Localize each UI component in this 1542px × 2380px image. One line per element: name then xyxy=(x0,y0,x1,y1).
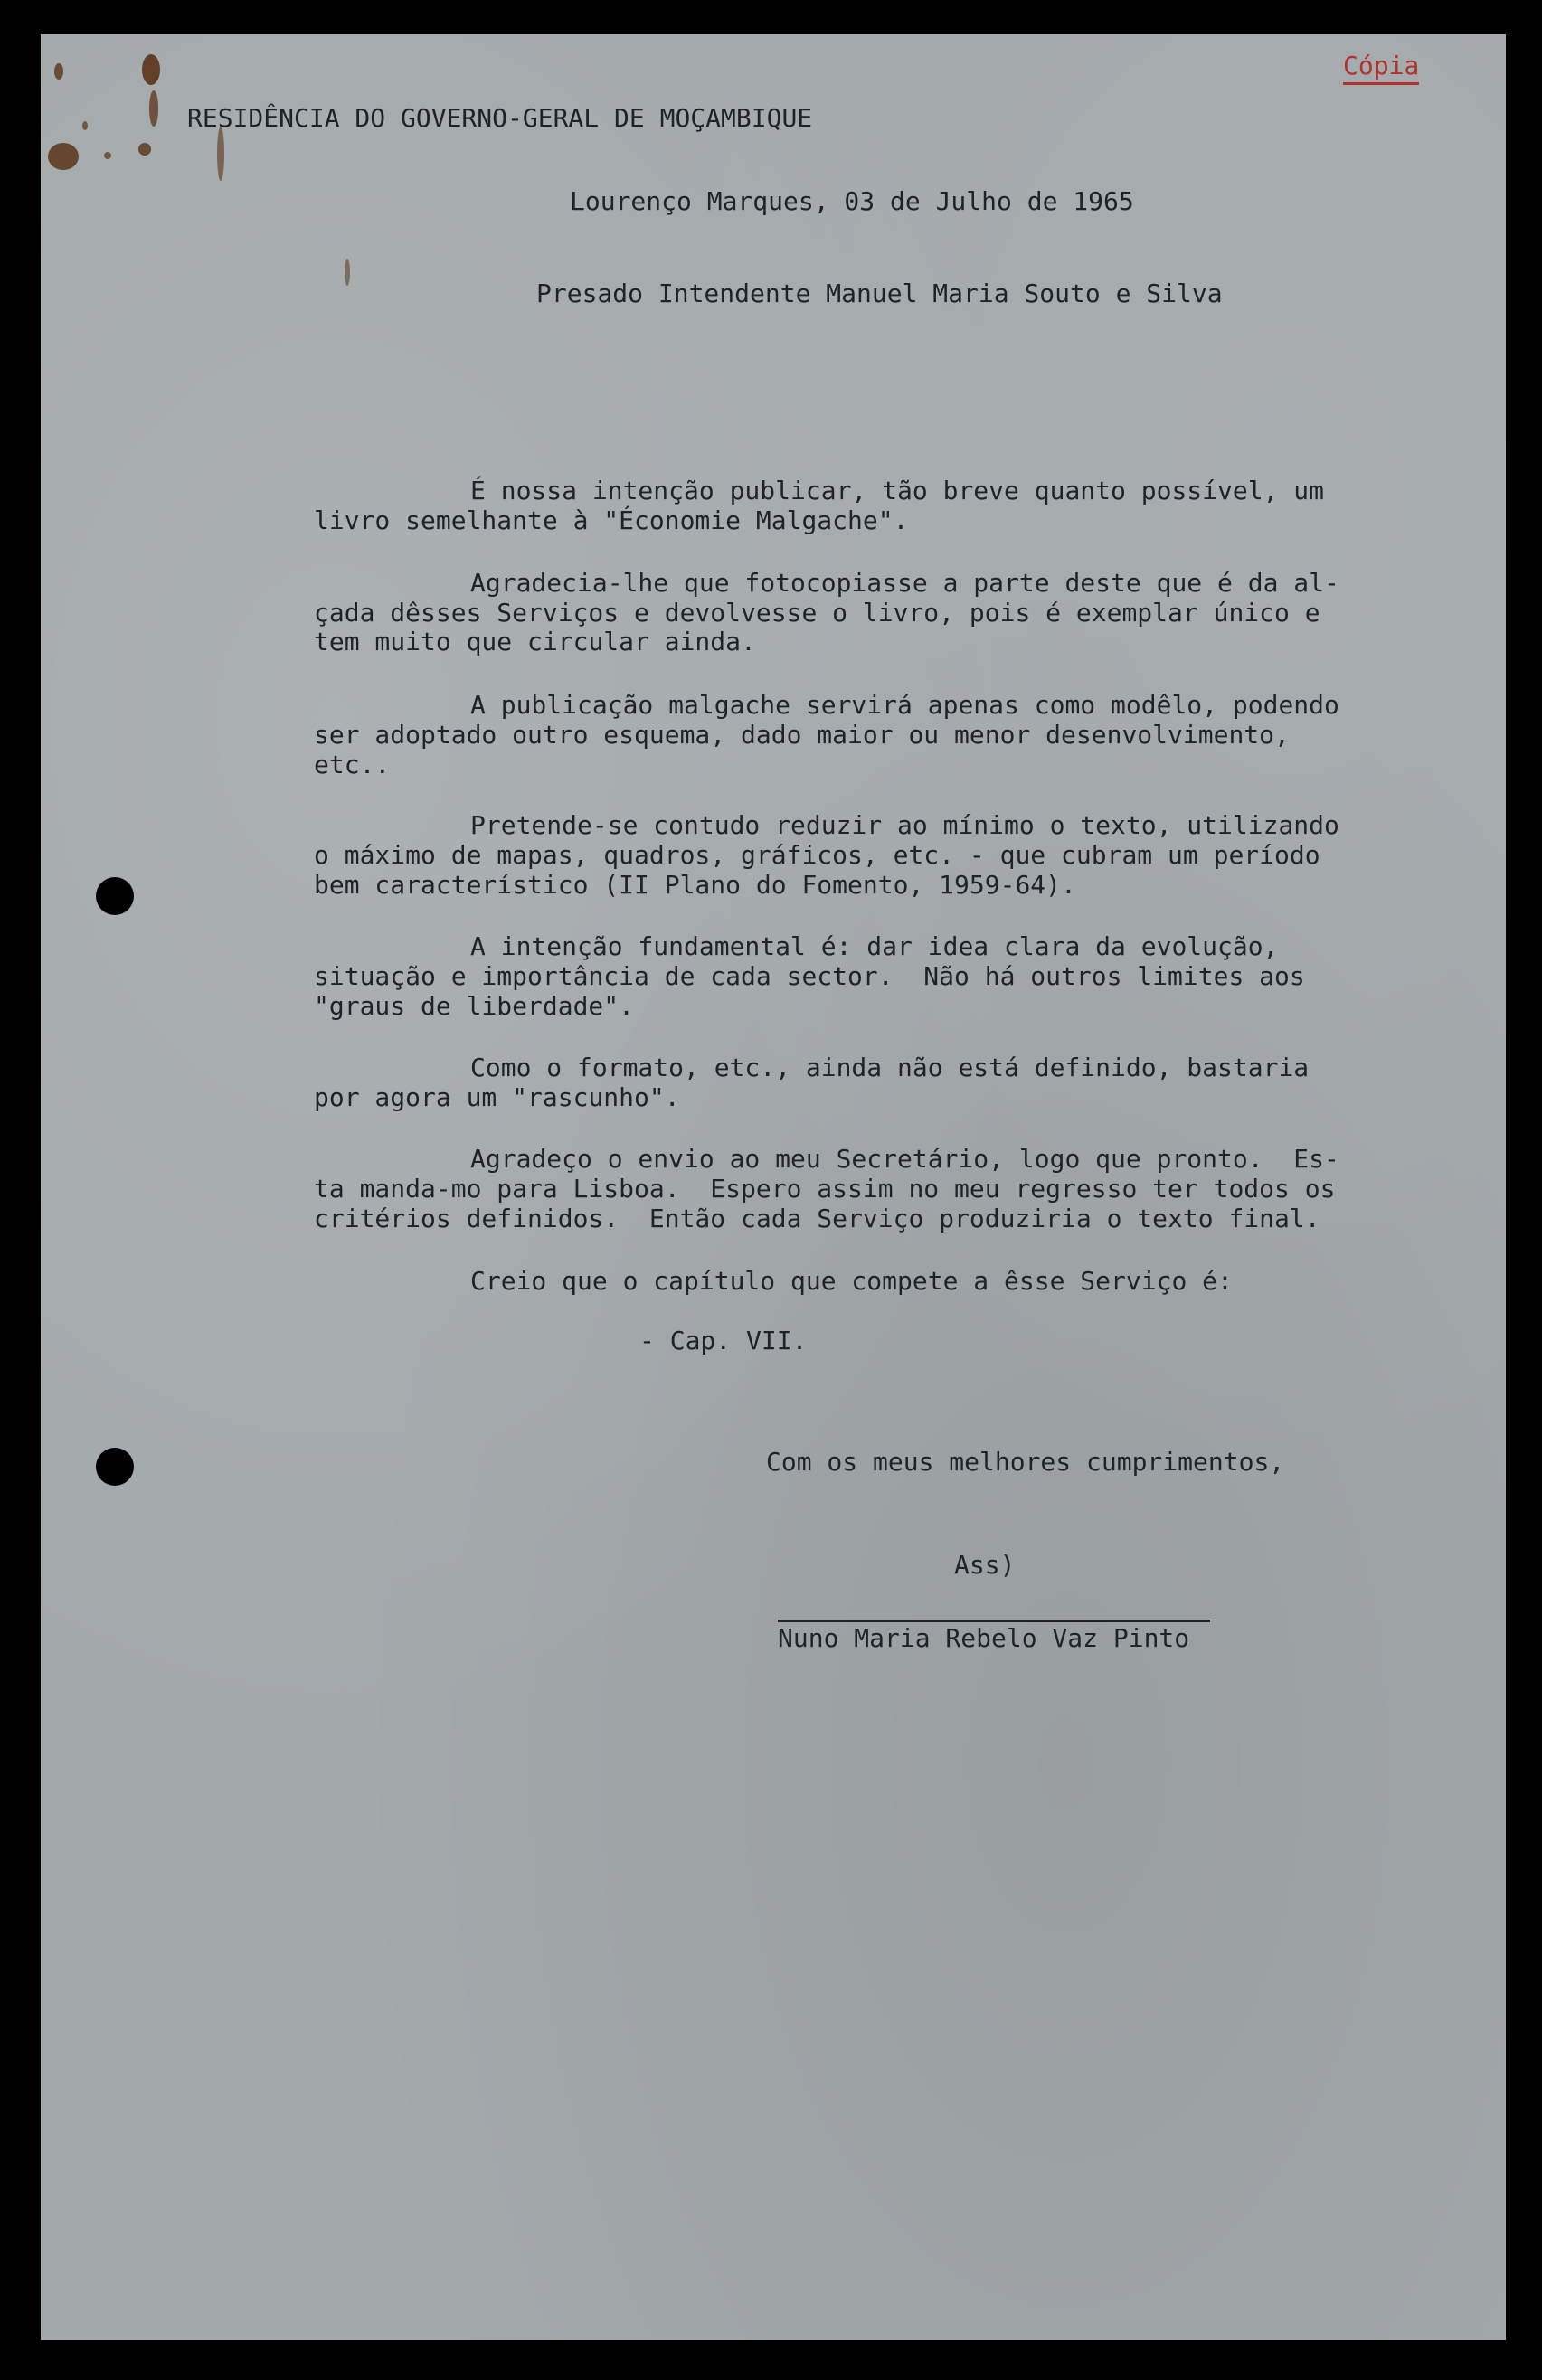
chapter-reference: - Cap. VII. xyxy=(639,1326,808,1355)
punch-hole-upper xyxy=(96,877,134,915)
signature-line xyxy=(778,1620,1210,1622)
paragraph-line: çada dêsses Serviços e devolvesse o livro, pois é exemplar único e xyxy=(314,598,1320,628)
paragraph-line: critérios definidos. Então cada Serviço produziria o texto final. xyxy=(314,1204,1320,1233)
paragraph-line: tem muito que circular ainda. xyxy=(314,627,756,656)
rust-stain xyxy=(149,90,158,127)
salutation: Presado Intendente Manuel Maria Souto e Silva xyxy=(536,279,1223,308)
rust-stain xyxy=(54,63,63,80)
rust-stain xyxy=(48,143,79,170)
rust-stain xyxy=(142,54,160,85)
paragraph-line: o máximo de mapas, quadros, gráficos, etc. - que cubram um período xyxy=(314,840,1320,870)
paragraph-line: Pretende-se contudo reduzir ao mínimo o texto, utilizando xyxy=(470,810,1339,840)
letterhead: RESIDÊNCIA DO GOVERNO-GERAL DE MOÇAMBIQUE xyxy=(187,103,813,133)
paragraph-line: "graus de liberdade". xyxy=(314,991,635,1021)
signed-mark: Ass) xyxy=(954,1550,1016,1580)
signatory-name: Nuno Maria Rebelo Vaz Pinto xyxy=(778,1623,1190,1653)
paragraph-line: ser adoptado outro esquema, dado maior ou menor desenvolvimento, xyxy=(314,720,1290,750)
closing: Com os meus melhores cumprimentos, xyxy=(766,1447,1285,1477)
paragraph-line: A publicação malgache servirá apenas como modêlo, podendo xyxy=(470,690,1339,720)
paragraph-line: ta manda-mo para Lisboa. Espero assim no meu regresso ter todos os xyxy=(314,1174,1336,1204)
document-page xyxy=(41,34,1506,2340)
rust-stain xyxy=(217,127,224,181)
rust-stain xyxy=(345,259,350,286)
paragraph-line: A intenção fundamental é: dar idea clara da evolução, xyxy=(470,931,1279,961)
paragraph-line: etc.. xyxy=(314,750,391,779)
paragraph-line: por agora um "rascunho". xyxy=(314,1082,680,1112)
paragraph-line: livro semelhante à "Économie Malgache". xyxy=(314,505,909,535)
paragraph-line: bem característico (II Plano do Fomento, 1959-64). xyxy=(314,870,1076,900)
paragraph-line: Como o formato, etc., ainda não está definido, bastaria xyxy=(470,1053,1310,1082)
punch-hole-lower xyxy=(96,1448,134,1486)
rust-stain xyxy=(104,152,111,159)
dateline: Lourenço Marques, 03 de Julho de 1965 xyxy=(570,186,1134,216)
paragraph-line: Creio que o capítulo que compete a êsse Serviço é: xyxy=(470,1266,1233,1296)
rust-stain xyxy=(82,121,88,130)
paragraph-line: situação e importância de cada sector. Não há outros limites aos xyxy=(314,961,1305,991)
rust-stain xyxy=(138,143,151,156)
paragraph-line: Agradeço o envio ao meu Secretário, logo que pronto. Es- xyxy=(470,1144,1339,1174)
copy-stamp: Cópia xyxy=(1343,51,1419,85)
paragraph-line: É nossa intenção publicar, tão breve quanto possível, um xyxy=(470,476,1325,505)
paragraph-line: Agradecia-lhe que fotocopiasse a parte deste que é da al- xyxy=(470,568,1339,598)
